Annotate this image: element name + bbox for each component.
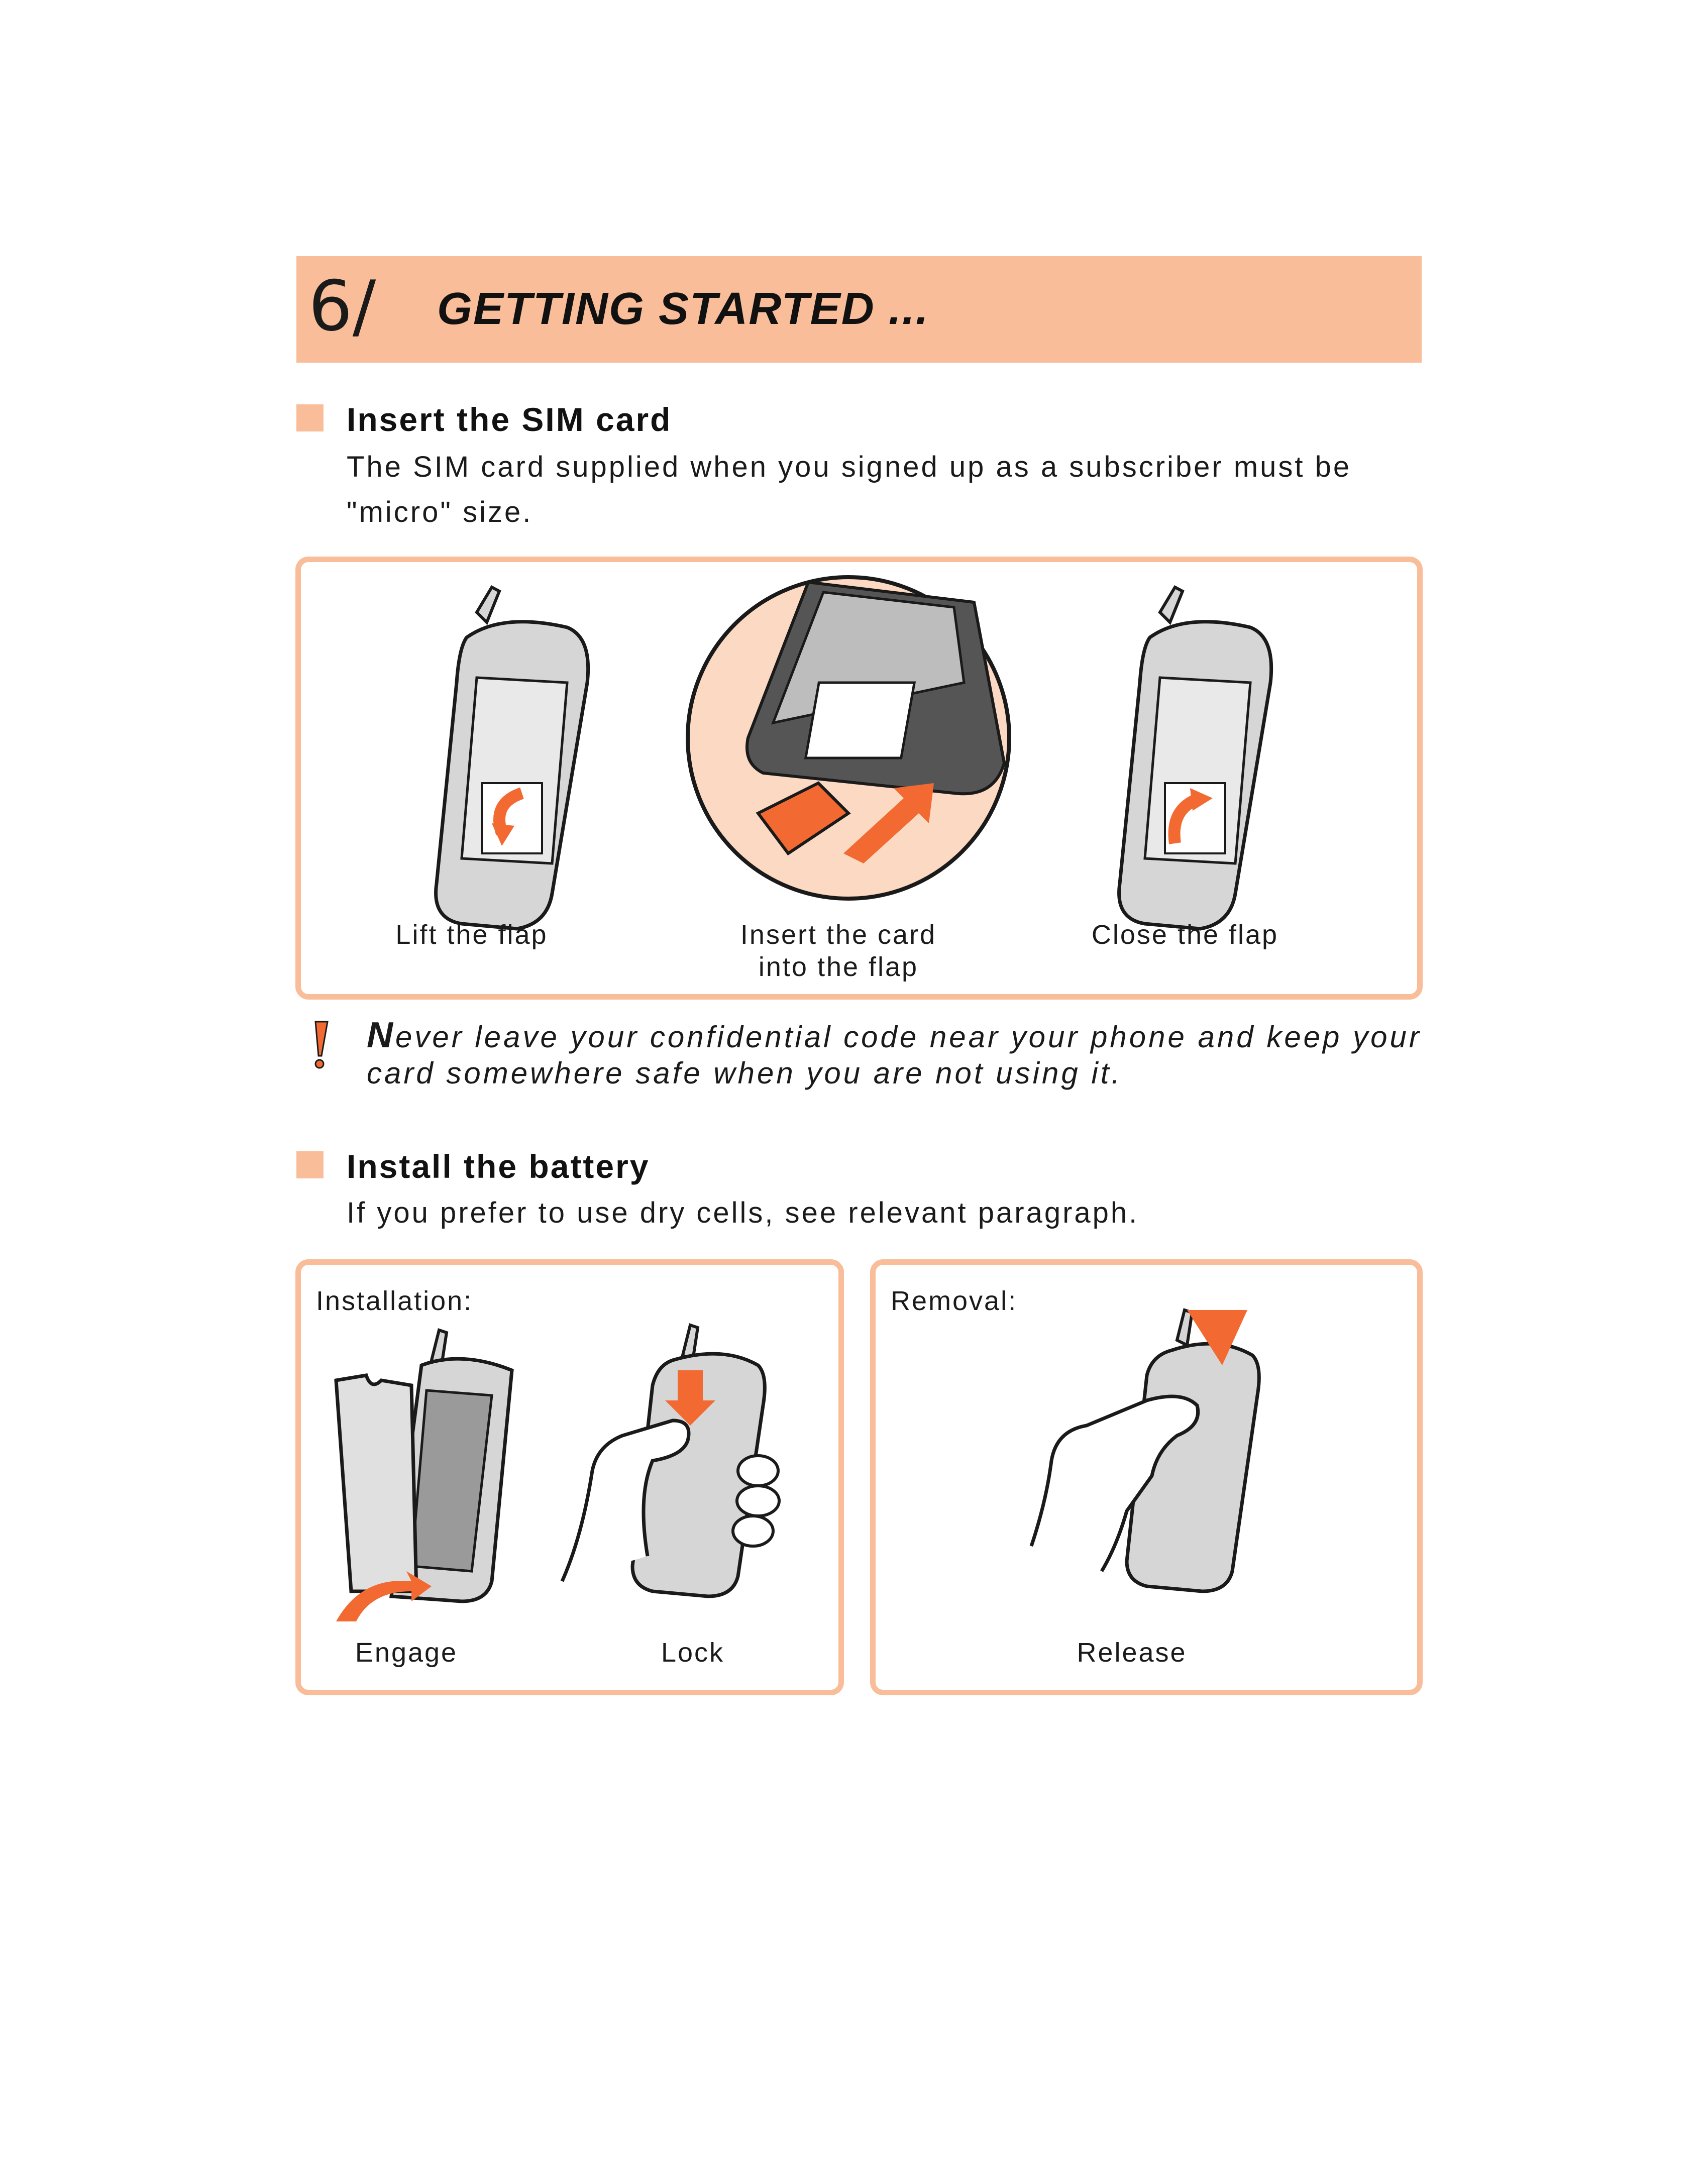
sim-description: The SIM card supplied when you signed up as a subscriber must be "micro" size. bbox=[347, 451, 1352, 528]
page-title: GETTING STARTED ... bbox=[437, 284, 929, 334]
battery-heading: Install the battery bbox=[347, 1148, 650, 1185]
battery-engage-illustration bbox=[336, 1330, 512, 1621]
warning-text: ever leave your confidential code near your phone and keep your card somewhere safe when you are not using it. bbox=[367, 1020, 1422, 1090]
battery-installation-panel bbox=[295, 1259, 844, 1695]
step-caption-engage: Engage bbox=[355, 1638, 458, 1668]
battery-lock-illustration bbox=[562, 1325, 779, 1596]
phone-close-flap-illustration bbox=[1119, 587, 1271, 929]
warning-initial: N bbox=[367, 1015, 395, 1055]
step-caption-lock: Lock bbox=[661, 1638, 725, 1668]
sim-heading: Insert the SIM card bbox=[347, 401, 672, 438]
step-caption-lift: Lift the flap bbox=[395, 920, 548, 950]
battery-release-illustration bbox=[1031, 1310, 1259, 1591]
removal-label: Removal: bbox=[891, 1286, 1018, 1316]
battery-removal-panel bbox=[870, 1259, 1423, 1695]
sim-card-insert-closeup-illustration bbox=[688, 577, 1009, 899]
section-number: 6/ bbox=[308, 266, 376, 347]
heading-bullet-square bbox=[296, 404, 324, 431]
step-caption-release: Release bbox=[1077, 1638, 1187, 1668]
heading-bullet-square bbox=[296, 1151, 324, 1178]
section-banner bbox=[296, 256, 1422, 363]
step-caption-close: Close the flap bbox=[1091, 920, 1279, 950]
phone-open-flap-illustration bbox=[436, 587, 588, 929]
warning-note bbox=[367, 1017, 1427, 1092]
sim-steps-panel bbox=[295, 557, 1423, 1000]
installation-label: Installation: bbox=[316, 1286, 473, 1316]
step-caption-insert: Insert the card into the flap bbox=[740, 920, 937, 982]
warning-exclamation-icon bbox=[310, 1020, 331, 1070]
battery-description: If you prefer to use dry cells, see relevant paragraph. bbox=[347, 1196, 1139, 1229]
